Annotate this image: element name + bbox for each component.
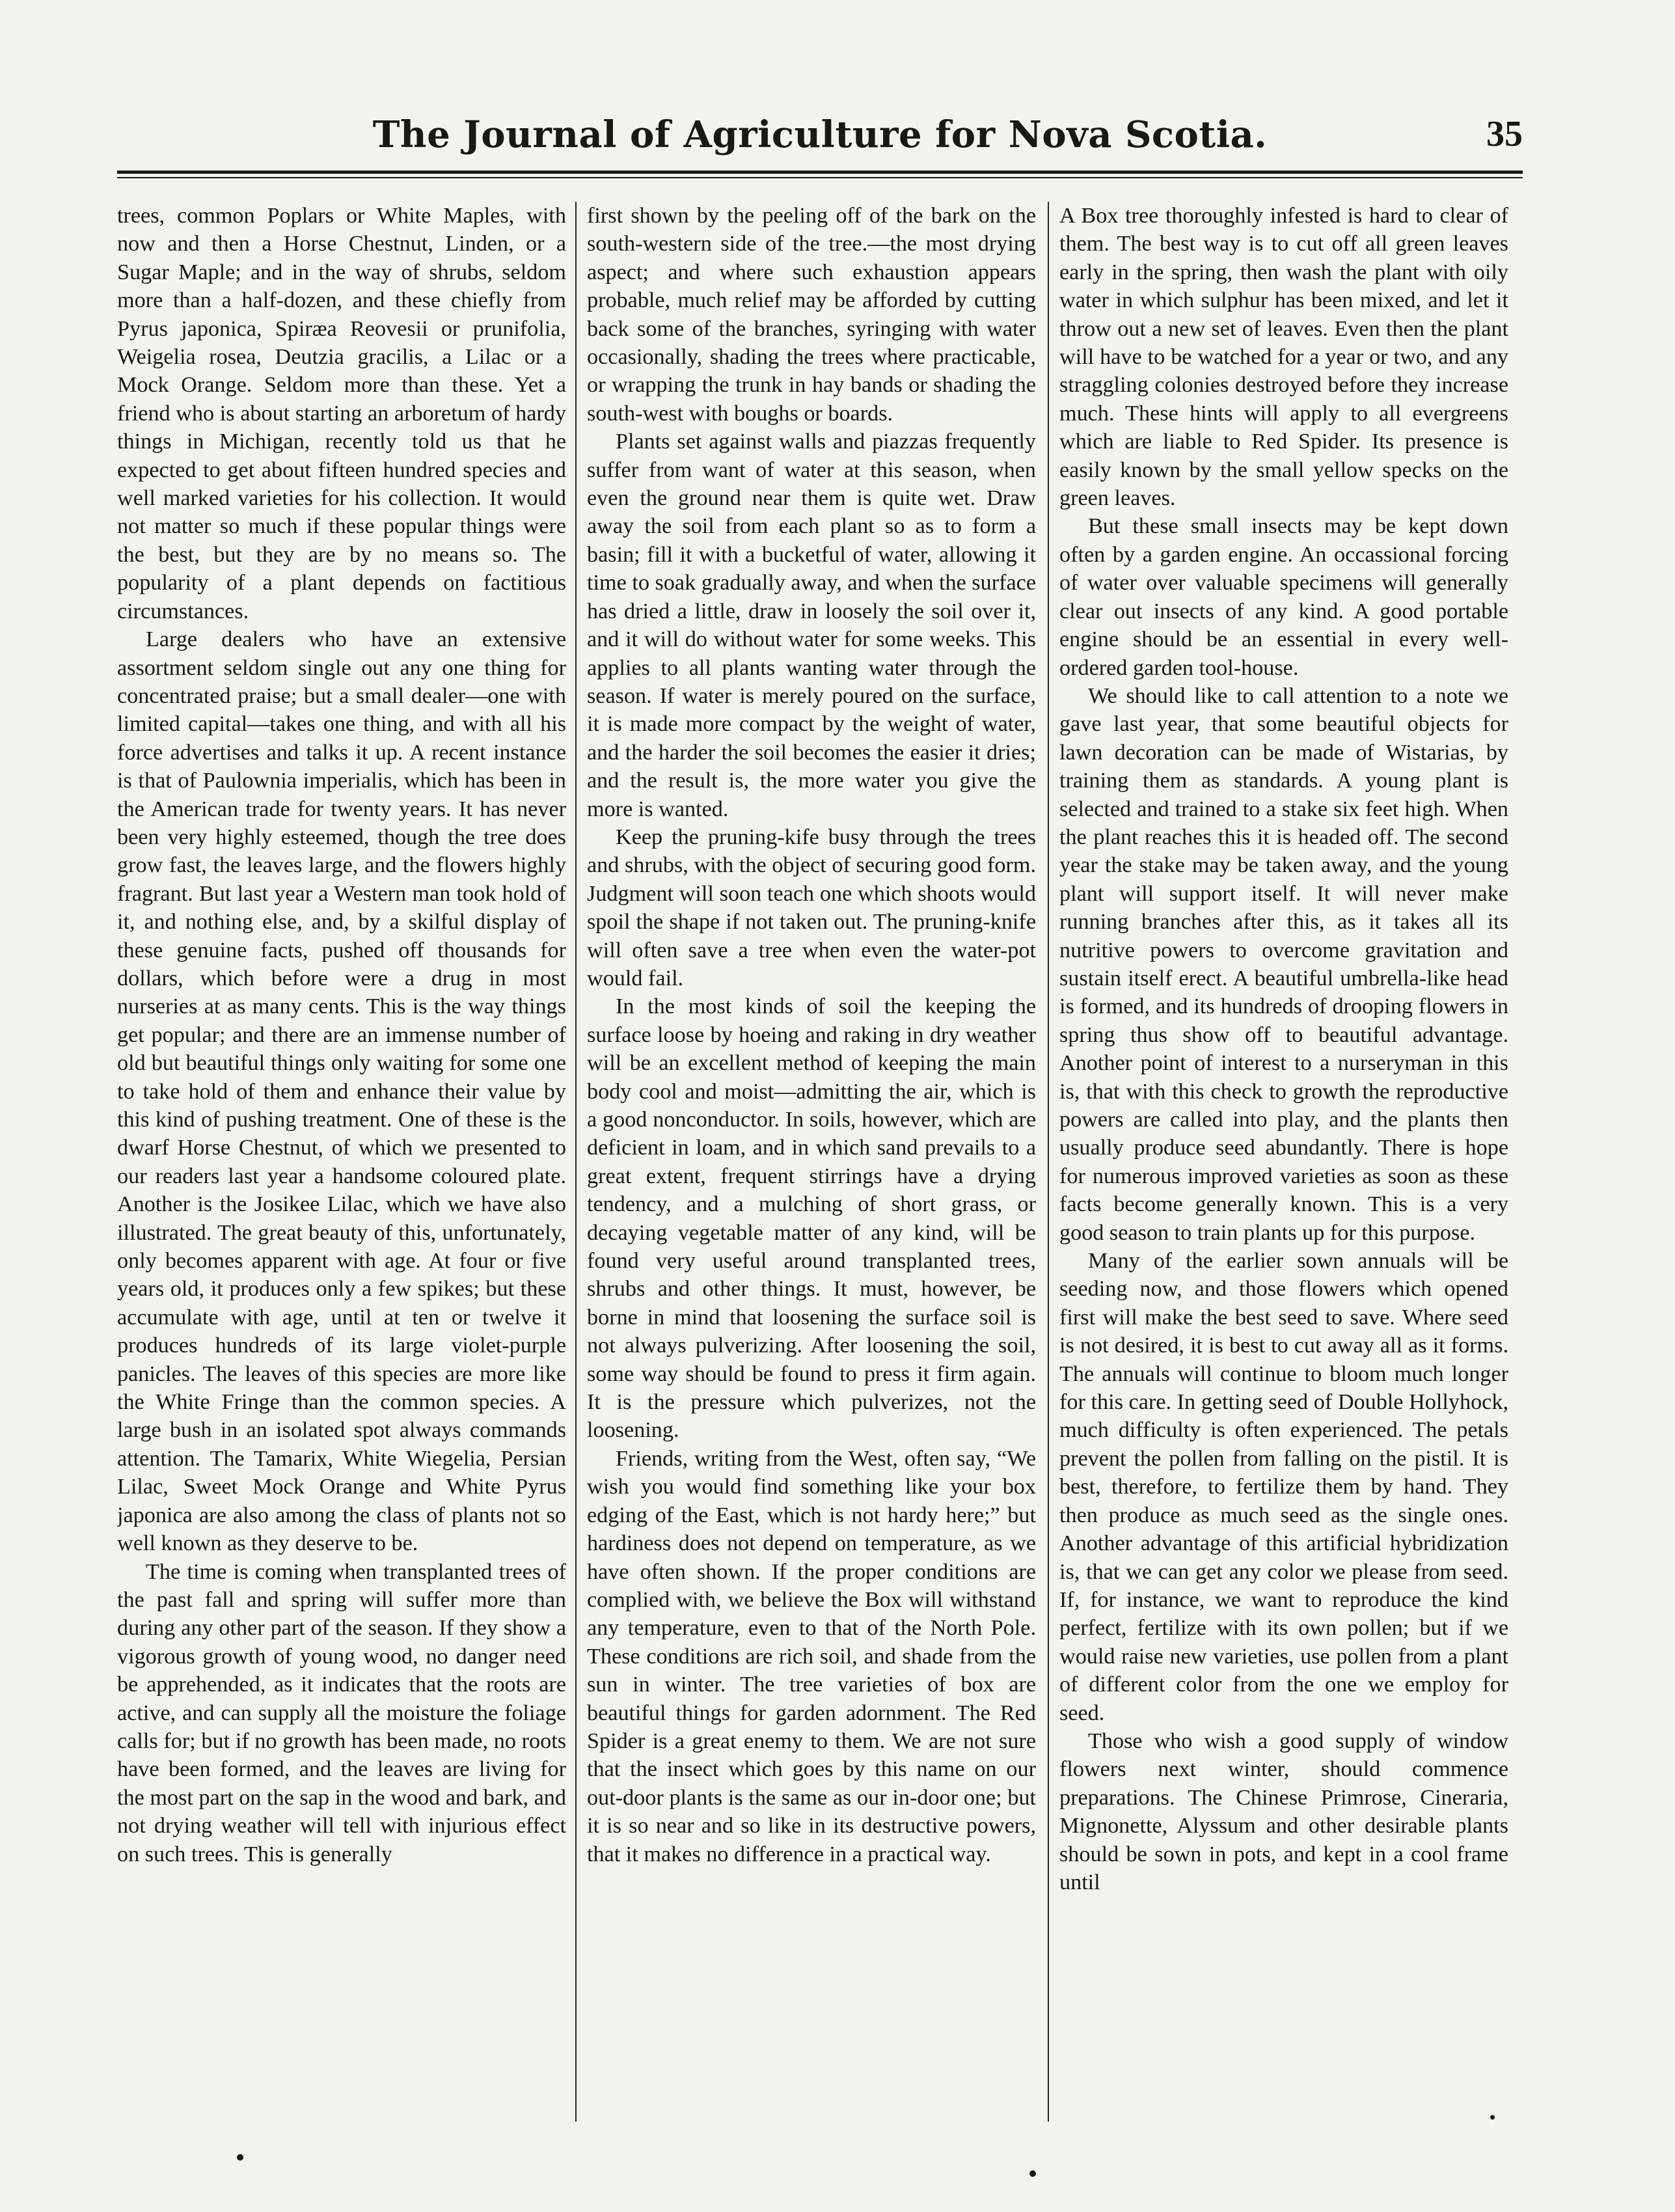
header-rule-thin [117,177,1523,178]
column-divider [575,202,577,2122]
header-rule-thick [117,171,1523,174]
running-header [117,109,1523,161]
paragraph: Large dealers who have an extensive assortment seldom single out any one thing for concentrated praise; but a small dealer—one with limited capital—takes one thing, and with all his force advertises and talks it up. A recent instance is that of Paulownia imperialis, which has been in the American trade for twenty years. It has never been very highly esteemed, though the tree does grow fast, the leaves large, and the flowers highly fragrant. But last year a Western man took hold of it, and nothing else, and, by a skilful display of these genuine facts, pushed off thousands for dollars, which before were a drug in most nurseries at as many cents. This is the way things get popular; and there are an immense number of old but beautiful things only waiting for some one to take hold of them and enhance their value by this kind of pushing treatment. One of these is the dwarf Horse Chestnut, of which we presented to our readers last year a handsome coloured plate. Another is the Josikee Lilac, which we have also illustrated. The great beauty of this, unfortunately, only becomes apparent with age. At four or five years old, it produces only a few spikes; but these accumulate with age, until at ten or twelve it produces hundreds of its large violet-purple panicles. The leaves of this species are more like the White Fringe than the common species. A large bush in an isolated spot always commands attention. The Tamarix, White Wiegelia, Persian Lilac, Sweet Mock Orange and White Pyrus japonica are also among the class of plants not so well known as they deserve to be. [117,627,566,1556]
paragraph: first shown by the peeling off of the bark on the south-western side of the tree.—the most drying aspect; and where such exhaustion appears probable, much relief may be afforded by cutting back some of the branches, syringing with water occasionally, shading the trees where practicable, or wrapping the trunk in hay bands or shading the south-west with boughs or boards. [587,204,1036,426]
ink-speck [237,2154,243,2161]
text-column-3 [1059,202,1508,2122]
paragraph: Keep the pruning-kife busy through the trees and shrubs, with the object of securing good form. Judgment will soon teach one which shoots would spoil the shape if not taken out. The pruning-knife will often save a tree when even the water-pot would fail. [587,825,1036,990]
paragraph: Many of the earlier sown annuals will be seeding now, and those flowers which opened first will make the best seed to save. Where seed is not desired, it is best to cut away all as it forms. The annuals will continue to bloom much longer for this care. In getting seed of Double Hollyhock, much difficulty is often experienced. The petals prevent the pollen from falling on the pistil. It is best, therefore, to fertilize them by hand. They then produce as much seed as the single ones. Another advantage of this artificial hybridization is, that we can get any color we please from seed. If, for instance, we want to reproduce the kind perfect, fertilize with its own pollen; but if we would raise new varieties, use pollen from a plant of different color from the one we employ for seed. [1059,1249,1508,1725]
paragraph: Friends, writing from the West, often say, “We wish you would find something like your box edging of the East, which is not hardy here;” but hardiness does not depend on temperature, as we have often shown. If the proper conditions are complied with, we believe the Box will withstand any temperature, even to that of the North Pole. These conditions are rich soil, and shade from the sun in winter. The tree varieties of box are beautiful things for garden adornment. The Red Spider is a great enemy to them. We are not sure that the insect which goes by this name on our out-door plants is the same as our in-door one; but it is so near and so like in its destructive powers, that it makes no difference in a practical way. [587,1446,1036,1866]
text-column-1 [117,202,566,2122]
paragraph: Those who wish a good supply of window flowers next winter, should commence preparations. The Chinese Primrose, Cineraria, Mignonette, Alyssum and other desirable plants should be sown in pots, and kept in a cool frame until [1059,1728,1508,1894]
journal-title: The Journal of Agriculture for Nova Scotia. [372,113,1268,156]
paragraph: But these small insects may be kept down often by a garden engine. An occassional forcing of water over valuable specimens will generally clear out insects of any kind. A good portable engine should be an essential in every well-ordered garden tool-house. [1059,514,1508,680]
paragraph: Plants set against walls and piazzas frequently suffer from want of water at this season, when even the ground near them is quite wet. Draw away the soil from each plant so as to form a basin; fill it with a bucketful of water, allowing it time to soak gradually away, and when the surface has dried a little, draw in loosely the soil over it, and it will do without water for some weeks. This applies to all plants wanting water through the season. If water is merely poured on the surface, it is made more compact by the weight of water, and the harder the soil becomes the easier it dries; and the result is, the more water you give the more is wanted. [587,430,1036,821]
ink-speck [1029,2170,1036,2177]
page-number: 35 [1486,114,1523,154]
paragraph: We should like to call attention to a note we gave last year, that some beautiful objects for lawn decoration can be made of Wistarias, by training them as standards. A young plant is selected and trained to a stake six feet high. When the plant reaches this it is headed off. The second year the stake may be taken away, and the young plant will support itself. It will never make running branches after this, as it takes all its nutritive powers to overcome gravitation and sustain itself erect. A beautiful umbrella-like head is formed, and its hundreds of drooping flowers in spring thus show off to beautiful advantage. Another point of interest to a nurseryman in this is, that with this check to growth the reproductive powers are called into play, and the plants then usually produce seed abundantly. There is hope for numerous improved varieties as soon as these facts become generally known. This is a very good season to train plants up for this purpose. [1059,683,1508,1245]
column-divider [1048,202,1049,2122]
ink-speck [1490,2115,1495,2120]
paragraph: A Box tree thoroughly infested is hard to clear of them. The best way is to cut off all green leaves early in the spring, then wash the plant with oily water in which sulphur has been mixed, and let it throw out a new set of leaves. Even then the plant will have to be watched for a year or two, and any straggling colonies destroyed before they increase much. These hints will apply to all evergreens which are liable to Red Spider. Its presence is easily known by the small yellow specks on the green leaves. [1059,204,1508,511]
paragraph: In the most kinds of soil the keeping the surface loose by hoeing and raking in dry weather will be an excellent method of keeping the main body cool and moist—admitting the air, which is a good nonconductor. In soils, however, which are deficient in loam, and in which sand prevails to a great extent, frequent stirrings have a drying tendency, and a mulching of short grass, or decaying vegetable matter of any kind, will be found very useful around transplanted trees, shrubs and other things. It must, however, be borne in mind that loosening the surface soil is not always pulverizing. After loosening the soil, some way should be found to press it firm again. It is the pressure which pulverizes, not the loosening. [587,994,1036,1443]
text-column-2 [587,202,1036,2122]
paragraph: trees, common Poplars or White Maples, with now and then a Horse Chestnut, Linden, or a Sugar Maple; and in the way of shrubs, seldom more than a half-dozen, and these chiefly from Pyrus japonica, Spiræa Reovesii or prunifolia, Weigelia rosea, Deutzia gracilis, a Lilac or a Mock Orange. Seldom more than these. Yet a friend who is about starting an arboretum of hardy things in Michigan, recently told us that he expected to get about fifteen hundred species and well marked varieties for his collection. It would not matter so much if these popular things were the best, but they are by no means so. The popularity of a plant depends on factitious circumstances. [117,204,566,623]
paragraph: The time is coming when transplanted trees of the past fall and spring will suffer more than during any other part of the season. If they show a vigorous growth of young wood, no danger need be apprehended, as it indicates that the roots are active, and can supply all the moisture the foliage calls for; but if no growth has been made, no roots have been formed, and the leaves are living for the most part on the sap in the wood and bark, and not drying weather will tell with injurious effect on such trees. This is generally [117,1559,566,1866]
